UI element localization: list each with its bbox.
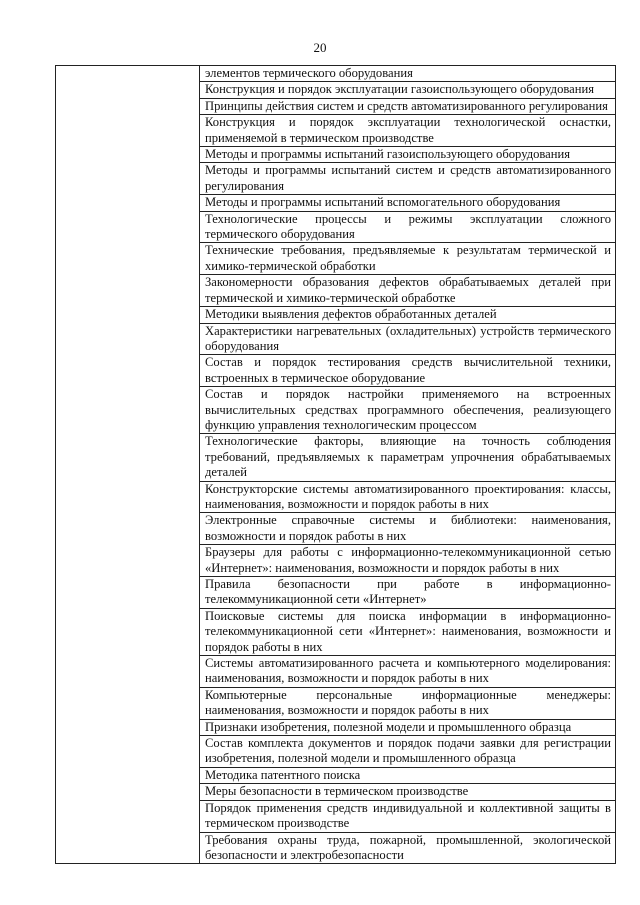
table-cell: Закономерности образования дефектов обрабатываемых деталей при термической и химико-термической обработке (200, 275, 616, 307)
table-cell: Методы и программы испытаний вспомогательного оборудования (200, 195, 616, 211)
table-cell: Признаки изобретения, полезной модели и промышленного образца (200, 719, 616, 735)
table-cell: Требования охраны труда, пожарной, промышленной, экологической безопасности и электробезопасности (200, 832, 616, 864)
table-cell: Методика патентного поиска (200, 767, 616, 783)
table-cell: Состав и порядок тестирования средств вычислительной техники, встроенных в термическое оборудование (200, 355, 616, 387)
table-cell: Методики выявления дефектов обработанных деталей (200, 307, 616, 323)
table-cell: Системы автоматизированного расчета и компьютерного моделирования: наименования, возможности и порядок работы в них (200, 656, 616, 688)
table-cell: Состав комплекта документов и порядок подачи заявки для регистрации изобретения, полезной модели и промышленного образца (200, 736, 616, 768)
table-cell: Методы и программы испытаний газоиспользующего оборудования (200, 147, 616, 163)
table-cell: Меры безопасности в термическом производстве (200, 784, 616, 800)
table-cell: Конструкторские системы автоматизированного проектирования: классы, наименования, возможности и порядок работы в них (200, 481, 616, 513)
table-cell: Конструкция и порядок эксплуатации газоиспользующего оборудования (200, 82, 616, 98)
table-cell: Принципы действия систем и средств автоматизированного регулирования (200, 98, 616, 114)
table-cell: Технологические факторы, влияющие на точность соблюдения требований, предъявляемых к параметрам упрочнения обрабатываемых деталей (200, 434, 616, 481)
table-cell: Порядок применения средств индивидуальной и коллективной защиты в термическом производстве (200, 800, 616, 832)
table-cell: элементов термического оборудования (200, 66, 616, 82)
page-number: 20 (313, 40, 327, 55)
table-cell: Методы и программы испытаний систем и средств автоматизированного регулирования (200, 163, 616, 195)
table-cell: Технические требования, предъявляемые к результатам термической и химико-термической обработки (200, 243, 616, 275)
table-cell: Правила безопасности при работе в информационно-телекоммуникационной сети «Интернет» (200, 577, 616, 609)
table-cell: Конструкция и порядок эксплуатации технологической оснастки, применяемой в термическом производстве (200, 115, 616, 147)
table-cell: Технологические процессы и режимы эксплуатации сложного термического оборудования (200, 211, 616, 243)
table-cell: Состав и порядок настройки применяемого на встроенных вычислительных средствах программного обеспечения, реализующего функцию управления технологическим процессом (200, 387, 616, 434)
table-cell: Характеристики нагревательных (охладительных) устройств термического оборудования (200, 323, 616, 355)
table-cell: Электронные справочные системы и библиотеки: наименования, возможности и порядок работы в них (200, 513, 616, 545)
table-cell: Компьютерные персональные информационные менеджеры: наименования, возможности и порядок работы в них (200, 687, 616, 719)
table-row (56, 66, 616, 82)
requirements-table (55, 65, 616, 864)
table-cell: Поисковые системы для поиска информации в информационно-телекоммуникационной сети «Интернет»: наименования, возможности и порядок работы в них (200, 608, 616, 655)
empty-left-column (56, 66, 200, 864)
table-cell: Браузеры для работы с информационно-телекоммуникационной сетью «Интернет»: наименования, возможности и порядок работы в них (200, 545, 616, 577)
